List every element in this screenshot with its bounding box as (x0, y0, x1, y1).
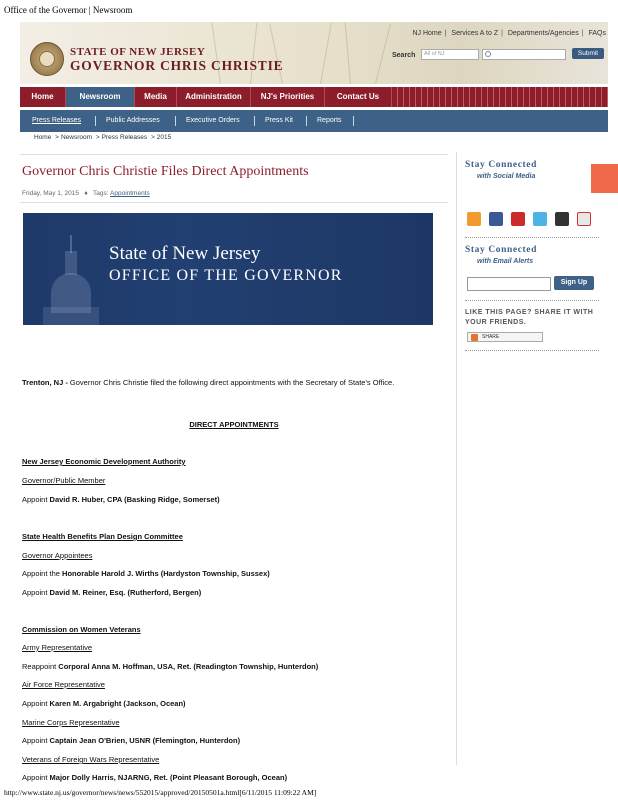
subnav-press-releases[interactable]: Press Releases (32, 117, 82, 124)
nav-home[interactable]: Home (20, 87, 66, 107)
facebook-icon[interactable] (489, 212, 503, 226)
appointment-line: Appoint Karen M. Argabright (Jackson, Ocean) (22, 699, 186, 708)
appointment-line: Appoint Captain Jean O'Brien, USNR (Flemington, Hunterdon) (22, 736, 241, 745)
toplink-departments[interactable]: Departments/Agencies (507, 30, 579, 37)
email-field[interactable] (467, 277, 551, 291)
social-heading: Stay Connected (465, 160, 537, 170)
page-container (20, 22, 608, 782)
intro-lead: Trenton, NJ - (22, 378, 68, 387)
breadcrumb: Home > Newsroom > Press Releases > 2015 (34, 134, 172, 141)
nav-media[interactable]: Media (135, 87, 177, 107)
toplink-services[interactable]: Services A to Z (451, 30, 499, 37)
org-heading-women-veterans: Commission on Women Veterans (22, 625, 141, 634)
nav-newsroom[interactable]: Newsroom (66, 87, 135, 107)
top-links: NJ Home | Services A to Z | Departments/Agencies | FAQs (412, 30, 606, 37)
share-button[interactable]: SHARE (467, 332, 543, 342)
state-name[interactable]: STATE OF NEW JERSEY (70, 46, 206, 58)
print-header: Office of the Governor | Newsroom (4, 5, 133, 15)
governor-name[interactable]: GOVERNOR CHRIS CHRISTIE (70, 58, 284, 73)
toplink-faqs[interactable]: FAQs (588, 30, 606, 37)
email-heading: Stay Connected (465, 245, 537, 255)
search-input[interactable] (482, 49, 566, 60)
search-scope-select[interactable]: All of NJ (421, 49, 479, 60)
scribd-icon[interactable] (555, 212, 569, 226)
intro-paragraph (22, 378, 394, 387)
youtube-icon[interactable] (511, 212, 525, 226)
flag-icon[interactable] (577, 212, 591, 226)
toplink-nj-home[interactable]: NJ Home (412, 30, 442, 37)
search-label: Search (392, 52, 416, 59)
subnav-executive-orders[interactable]: Executive Orders (186, 117, 240, 124)
article-meta: Friday, May 1, 2015 ♦ Tags: Appointments (22, 190, 150, 197)
search-icon (485, 51, 491, 57)
banner-office-text: OFFICE OF THE GOVERNOR (109, 267, 343, 284)
role-governor-appointees: Governor Appointees (22, 551, 93, 560)
article-date: Friday, May 1, 2015 (22, 190, 79, 197)
breadcrumb-home[interactable]: Home (34, 134, 52, 141)
social-subheading: with Social Media (477, 173, 536, 180)
nav-administration[interactable]: Administration (177, 87, 251, 107)
office-banner-image (23, 213, 433, 325)
role-army: Army Representative (22, 643, 93, 652)
rss-icon[interactable] (467, 212, 481, 226)
org-heading-shbp: State Health Benefits Plan Design Committee (22, 532, 183, 541)
nav-priorities[interactable]: NJ's Priorities (251, 87, 325, 107)
search-submit-button[interactable]: Submit (572, 48, 604, 59)
capitol-dome-icon (33, 235, 103, 325)
nav-decoration (392, 87, 608, 107)
nav-contact-us[interactable]: Contact Us (325, 87, 392, 107)
appointment-line: Reappoint Corporal Anna M. Hoffman, USA, Ret. (Readington Township, Hunterdon) (22, 662, 319, 671)
twitter-icon[interactable] (533, 212, 547, 226)
role-public-member: Governor/Public Member (22, 476, 106, 485)
subnav-press-kit[interactable]: Press Kit (265, 117, 294, 124)
state-seal-icon[interactable] (30, 42, 64, 76)
site-banner (20, 22, 608, 84)
page-title: Governor Chris Christie Files Direct Appointments (22, 164, 309, 179)
banner-state-text: State of New Jersey (109, 243, 261, 264)
signup-button[interactable]: Sign Up (554, 276, 594, 290)
breadcrumb-press-releases[interactable]: Press Releases (101, 134, 148, 141)
appointment-line: Appoint David M. Reiner, Esq. (Rutherford, Bergen) (22, 588, 202, 597)
appointment-line: Appoint David R. Huber, CPA (Basking Ridge, Somerset) (22, 495, 220, 504)
appointment-line: Appoint the Honorable Harold J. Wirths (Hardyston Township, Sussex) (22, 569, 270, 578)
email-subheading: with Email Alerts (477, 258, 534, 265)
sidebar (456, 152, 608, 765)
sub-nav (20, 110, 608, 132)
tag-link-appointments[interactable]: Appointments (110, 190, 150, 197)
appointment-line: Appoint Major Dolly Harris, NJARNG, Ret. (Point Pleasant Borough, Ocean) (22, 773, 288, 782)
share-prompt: LIKE THIS PAGE? SHARE IT WITH YOUR FRIENDS. (465, 309, 594, 326)
subnav-reports[interactable]: Reports (317, 117, 342, 124)
breadcrumb-year[interactable]: 2015 (156, 134, 172, 141)
section-heading: DIRECT APPOINTMENTS (189, 420, 279, 429)
role-marine-corps: Marine Corps Representative (22, 718, 120, 727)
role-air-force: Air Force Representative (22, 680, 105, 689)
main-nav (20, 87, 608, 107)
print-footer: http://www.state.nj.us/governor/news/news/552015/approved/20150501a.html[6/11/2015 11:09:22 AM] (4, 788, 317, 797)
role-vfw: Veterans of Foreign Wars Representative (22, 755, 160, 764)
subnav-public-addresses[interactable]: Public Addresses (106, 117, 160, 124)
org-heading-eda: New Jersey Economic Development Authority (22, 457, 186, 466)
tags-label: Tags: (93, 190, 109, 197)
breadcrumb-newsroom[interactable]: Newsroom (60, 134, 93, 141)
intro-text: Governor Chris Christie filed the following direct appointments with the Secretary of State's Office. (67, 378, 395, 387)
feedback-tab[interactable] (591, 164, 618, 193)
